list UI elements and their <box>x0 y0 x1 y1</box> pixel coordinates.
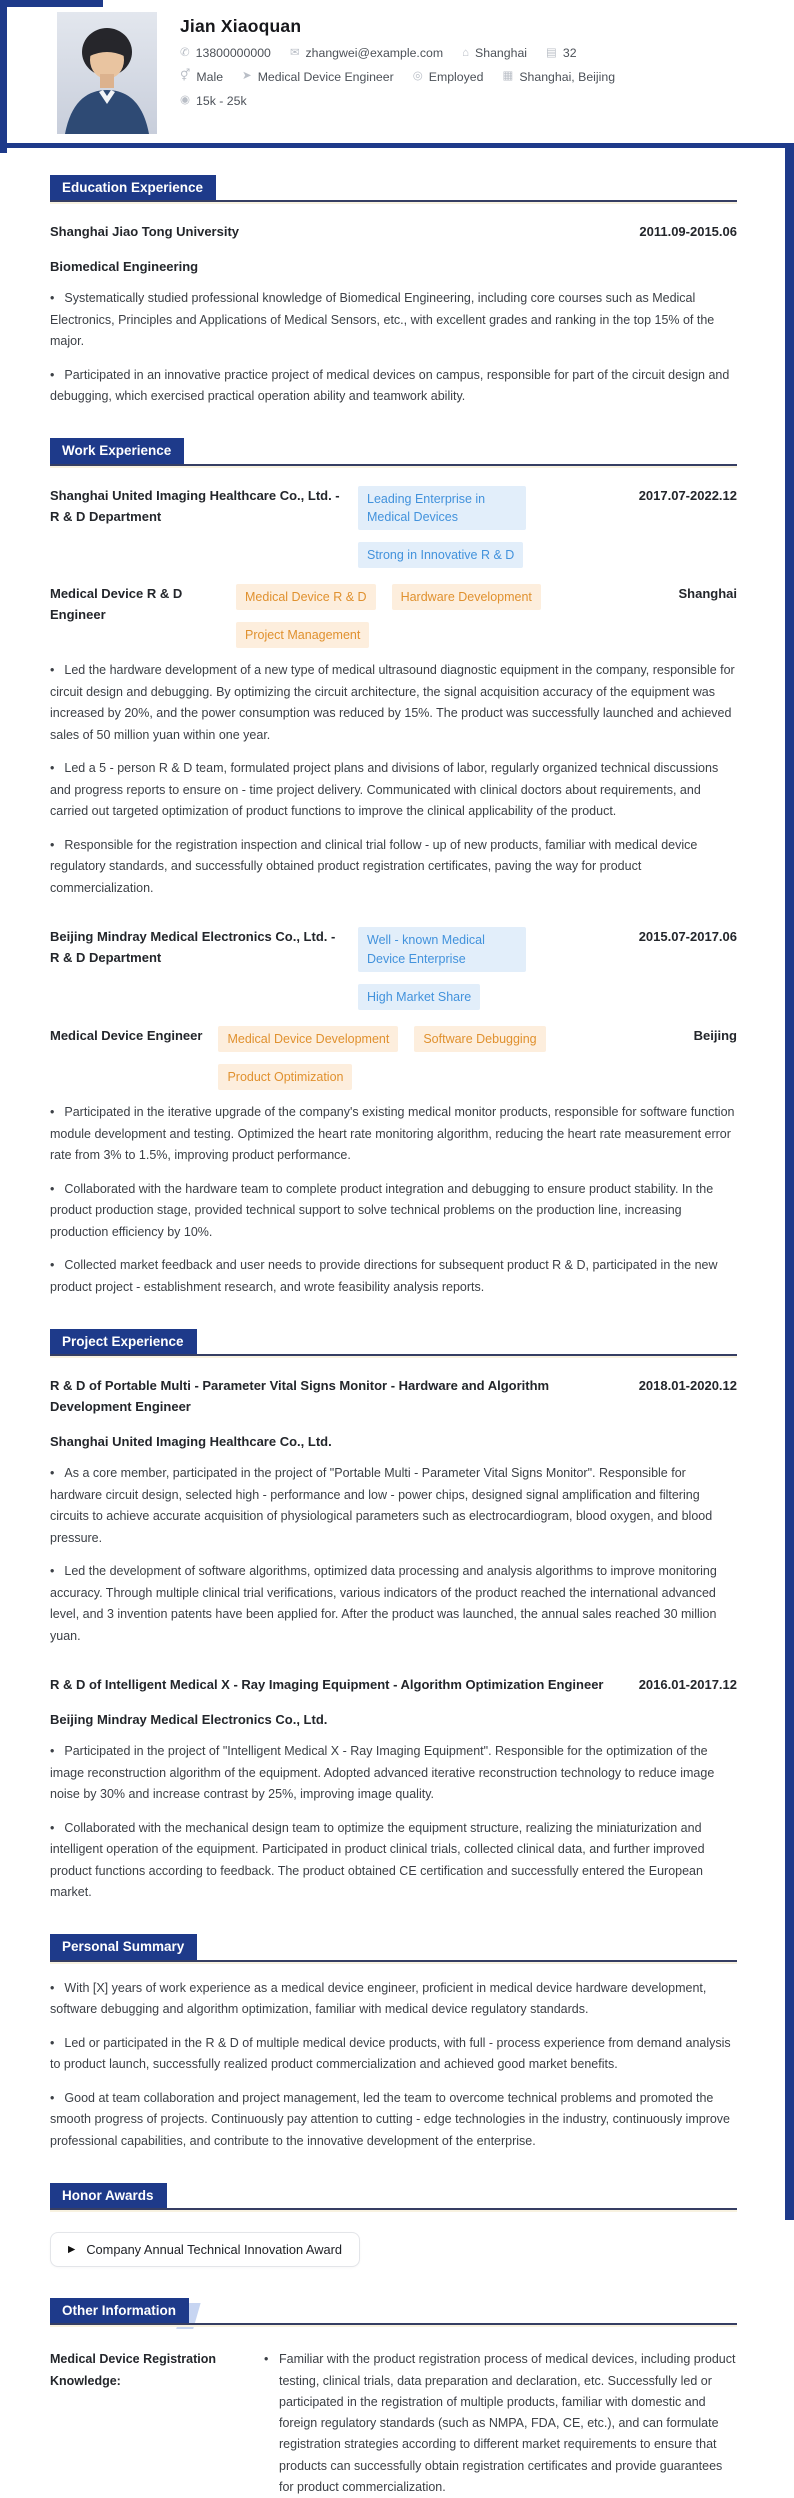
section-honors <box>50 2182 737 2267</box>
info-entry <box>50 2349 737 2498</box>
bullet-item <box>263 2349 737 2498</box>
section-badge <box>50 2183 167 2209</box>
skill-tag: Product Optimization <box>218 1064 352 1090</box>
section-content <box>50 1964 737 2153</box>
bullet-item <box>50 1978 737 2021</box>
contact-value: Shanghai, Beijing <box>519 69 616 84</box>
frame-left-decoration <box>0 0 7 153</box>
bullet-text: Collaborated with the hardware team to complete product integration and debugging to ensure product stability. In the product production stage, provided technical support to solve technical problems on the production line, increasing production efficiency by 10%. <box>50 1181 714 1239</box>
bullet-text: Participated in the project of "Intelligent Medical X - Ray Imaging Equipment". Responsible for the optimization of the image reconstruction algorithm of the equipment. Adopted advanced iterative reconstruction technology to reduce image noise by 30% and increase contrast by 25%, improving image quality. <box>50 1744 715 1802</box>
section-header <box>50 2182 737 2210</box>
bullet-item <box>50 1741 737 1806</box>
bullet-dot-icon: • <box>50 2035 55 2050</box>
profile-photo <box>57 12 157 134</box>
award-label: Company Annual Technical Innovation Award <box>86 2242 342 2258</box>
contact-value: 15k - 25k <box>196 93 247 108</box>
section-badge <box>50 438 184 464</box>
bullet-text: Familiar with the product registration process of medical devices, including product testing, clinical trials, data preparation and declaration, etc. Successfully led or participated in the registration of multiple products, familiar with domestic and foreign regulatory standards (such as NMPA, FDA, CE, etc.), and can formulate registration strategies according to different market requirements to ensure that products can successfully obtain registration certificates and provide guarantees for product commercialization. <box>279 2352 736 2494</box>
company-name: Shanghai United Imaging Healthcare Co., Ltd. - R & D Department <box>50 487 340 524</box>
section-title: Honor Awards <box>62 2187 154 2203</box>
bullet-item <box>50 288 737 353</box>
section-content <box>50 2327 737 2498</box>
contact-value: zhangwei@example.com <box>305 46 444 60</box>
triangle-icon: ▶ <box>68 2244 76 2256</box>
job-icon: ➤ <box>242 70 252 83</box>
contact-value: 13800000000 <box>195 46 271 60</box>
bullet-text: Participated in an innovative practice project of medical devices on campus, responsible for part of the circuit design and debugging, which exercised practical operation ability and teamwork ability. <box>50 367 730 404</box>
item-title: R & D of Intelligent Medical X - Ray Imaging Equipment - Algorithm Optimization Engineer <box>50 1677 604 1693</box>
bullet-item <box>50 1102 737 1167</box>
section-education <box>50 174 737 408</box>
bullet-text: As a core member, participated in the project of "Portable Multi - Parameter Vital Signs Monitor". Responsible for hardware circuit design, selected high - performance and low - power chips, designed signal amplification and filtering circuits to achieve accurate acquisition of physiological parameters such as electrocardiogram, blood oxygen, and blood pressure. <box>50 1466 713 1545</box>
company-tag: Well - known Medical Device Enterprise <box>358 927 526 971</box>
section-other <box>50 2297 737 2498</box>
info-label: Medical Device Registration Knowledge: <box>50 2352 217 2388</box>
skill-tag: Software Debugging <box>414 1026 545 1052</box>
section-header <box>50 438 737 466</box>
gender-icon: ⚥ <box>180 70 191 83</box>
bullet-text: Led or participated in the R & D of multiple medical device products, with full - process experience from demand analysis to product launch, successfully realized product commercialization and achieved good market benefits. <box>50 2035 731 2072</box>
company-tag: Leading Enterprise in Medical Devices <box>358 486 526 530</box>
section-badge <box>50 1329 197 1355</box>
bullet-item <box>50 1463 737 1549</box>
contact-row <box>180 46 615 61</box>
contact-value: Medical Device Engineer <box>257 69 394 84</box>
item-subtitle: Biomedical Engineering <box>50 258 199 274</box>
section-project <box>50 1328 737 1904</box>
timeline-item <box>50 1376 737 1647</box>
item-date: 2016.01-2017.12 <box>638 1677 737 1693</box>
skill-tag: Hardware Development <box>392 584 541 610</box>
bullet-dot-icon: • <box>50 1744 55 1759</box>
section-title: Education Experience <box>62 179 204 195</box>
role-title: Medical Device Engineer <box>50 1027 203 1043</box>
section-header <box>50 1934 737 1962</box>
bullet-dot-icon: • <box>50 663 55 678</box>
bullet-dot-icon: • <box>50 1105 55 1120</box>
bullet-dot-icon: • <box>50 1181 55 1196</box>
item-location: Shanghai <box>678 586 737 602</box>
contact-item <box>242 70 394 85</box>
skill-tag: Medical Device R & D <box>236 584 376 610</box>
section-content <box>50 468 737 1298</box>
contact-item <box>180 94 247 109</box>
bullet-dot-icon: • <box>50 761 55 776</box>
item-date: 2018.01-2020.12 <box>638 1378 737 1394</box>
item-date: 2011.09-2015.06 <box>639 224 737 239</box>
contact-row <box>180 70 615 85</box>
item-date: 2015.07-2017.06 <box>638 929 737 945</box>
award-item[interactable] <box>50 2232 360 2267</box>
section-work <box>50 438 737 1298</box>
contact-item <box>462 46 527 61</box>
bullet-item <box>50 365 737 408</box>
section-badge <box>50 2298 189 2324</box>
contact-row <box>180 94 615 109</box>
frame-right-decoration <box>785 148 794 2220</box>
contact-value: Employed <box>428 69 484 84</box>
bullet-item <box>50 758 737 823</box>
section-content <box>50 2212 737 2267</box>
section-title: Other Information <box>62 2302 176 2318</box>
bullet-item <box>50 835 737 900</box>
company-name: Beijing Mindray Medical Electronics Co., Ltd. - R & D Department <box>50 929 336 966</box>
info-content <box>263 2349 737 2498</box>
role-row <box>50 1026 737 1090</box>
bullet-dot-icon: • <box>50 1980 55 1995</box>
item-date: 2017.07-2022.12 <box>638 487 737 503</box>
contact-info <box>180 46 615 108</box>
section-header <box>50 1328 737 1356</box>
item-header-row <box>50 222 737 243</box>
contact-value: Shanghai <box>475 46 528 60</box>
section-content <box>50 1358 737 1904</box>
item-header-row <box>50 1675 737 1696</box>
bullet-item <box>50 660 737 746</box>
role-tags <box>218 1026 667 1090</box>
section-content <box>50 204 737 408</box>
skill-tag: Project Management <box>236 622 369 648</box>
item-header-row <box>50 1376 737 1418</box>
section-title: Project Experience <box>62 1333 184 1349</box>
section-summary <box>50 1934 737 2153</box>
bullet-text: Led a 5 - person R & D team, formulated project plans and divisions of labor, regularly organized technical discussions and progress reports to ensure on - time project delivery. Communicated with clinical doctors about requirements, and carried out targeted optimization of product functions to improve the clinical applicability of the product. <box>50 761 719 819</box>
profile-photo-image <box>57 12 157 134</box>
bullet-dot-icon: • <box>50 367 55 382</box>
candidate-name: Jian Xiaoquan <box>180 16 302 36</box>
award-list <box>50 2232 737 2267</box>
company-row <box>50 486 737 568</box>
bullet-text: Led the hardware development of a new type of medical ultrasound diagnostic equipment in the company, responsible for circuit design and debugging. By optimizing the circuit architecture, the signal acquisition accuracy of the equipment was increased by 20%, and the power consumption was reduced by 15%. The product was successfully launched and achieved sales of 50 million yuan within one year. <box>50 663 735 742</box>
bullet-item <box>50 2033 737 2076</box>
bullet-item <box>50 1255 737 1298</box>
company-tag: High Market Share <box>358 984 480 1010</box>
bullet-text: Responsible for the registration inspection and clinical trial follow - up of new products, familiar with medical device regulatory standards, and successfully obtained product registration certificates, paving the way for product commercialization. <box>50 837 698 895</box>
bullet-dot-icon: • <box>50 1466 55 1481</box>
bullet-dot-icon: • <box>50 2090 55 2105</box>
skill-tag: Medical Device Development <box>218 1026 398 1052</box>
contact-item <box>546 46 577 61</box>
company-tags <box>358 486 613 568</box>
timeline-item <box>50 222 737 408</box>
item-title: Shanghai Jiao Tong University <box>50 224 240 239</box>
bullet-text: Collected market feedback and user needs to provide directions for subsequent product R & D, participated in the new product project - establishment research, and wrote feasibility analysis reports. <box>50 1258 718 1294</box>
work-item <box>50 486 737 900</box>
bullet-dot-icon: • <box>50 291 55 306</box>
timeline-item <box>50 1675 737 1904</box>
contact-value: Male <box>196 69 224 84</box>
item-title: R & D of Portable Multi - Parameter Vital Signs Monitor - Hardware and Algorithm Development Engineer <box>50 1378 550 1414</box>
bullet-text: Participated in the iterative upgrade of the company's existing medical monitor products, responsible for software function module development and testing. Optimized the heart rate monitoring algorithm, reducing the heart rate measurement error rate from 3% to 1.5%, improving product performance. <box>50 1105 735 1163</box>
bullet-dot-icon: • <box>264 2352 269 2367</box>
city-icon: ▦ <box>502 70 514 83</box>
company-row <box>50 927 737 1009</box>
section-title: Work Experience <box>62 443 172 459</box>
section-title: Personal Summary <box>62 1939 185 1955</box>
status-icon: ◎ <box>412 70 423 83</box>
bullet-item <box>50 1561 737 1647</box>
email-icon: ✉ <box>289 46 300 59</box>
bullet-text: Good at team collaboration and project management, led the team to overcome technical problems and promoted the smooth progress of projects. Continuously pay attention to cutting - edge technologies in the industry, continuously improve professional capabilities, and contribute to the innovative development of the enterprise. <box>50 2090 731 2148</box>
bullet-item <box>50 1179 737 1244</box>
work-item <box>50 927 737 1298</box>
bullet-text: Collaborated with the mechanical design team to optimize the equipment structure, realizing the miniaturization and intelligent operation of the equipment. Participated in product clinical trials, collected clinical data, and further improved product functions according to feedback. The product obtained CE certification and successfully entered the European market. <box>50 1820 705 1900</box>
bullet-item <box>50 1818 737 1904</box>
age-icon: ▤ <box>546 46 557 59</box>
bullet-dot-icon: • <box>50 1258 55 1273</box>
section-header <box>50 174 737 202</box>
contact-value: 32 <box>562 46 577 60</box>
section-header <box>50 2297 737 2325</box>
bullet-text: Led the development of software algorithms, optimized data processing and analysis algorithms to improve monitoring accuracy. Through multiple clinical trial verifications, various indicators of the product reached the international advanced level, and 3 invention patents have been applied for. After the product was launched, the annual sales reached 30 million yuan. <box>50 1564 717 1643</box>
bullet-item <box>50 2088 737 2153</box>
company-tag: Strong in Innovative R & D <box>358 542 523 568</box>
resume-body <box>0 148 794 2498</box>
bullet-dot-icon: • <box>50 837 55 852</box>
bullet-dot-icon: • <box>50 1564 55 1579</box>
bullet-dot-icon: • <box>50 1820 55 1835</box>
resume-header <box>0 0 794 148</box>
item-subtitle: Beijing Mindray Medical Electronics Co., Ltd. <box>50 1711 328 1727</box>
bullet-text: Systematically studied professional knowledge of Biomedical Engineering, including core courses such as Medical Electronics, Principles and Applications of Medical Sensors, etc., with excellent grades and ranking in the top 15% of the major. <box>50 291 715 349</box>
phone-icon: ✆ <box>180 46 190 59</box>
frame-top-decoration <box>0 0 103 7</box>
section-badge <box>50 1934 197 1960</box>
contact-item <box>413 70 484 85</box>
contact-item <box>502 70 615 85</box>
section-badge <box>50 175 216 201</box>
contact-item <box>180 70 223 85</box>
role-title: Medical Device R & D Engineer <box>50 586 183 622</box>
header-info <box>180 12 615 108</box>
salary-icon: ◉ <box>180 94 191 107</box>
item-location: Beijing <box>693 1027 737 1043</box>
role-row <box>50 584 737 648</box>
contact-item <box>290 46 443 61</box>
company-tags <box>358 927 613 1009</box>
item-subtitle: Shanghai United Imaging Healthcare Co., Ltd. <box>50 1433 332 1449</box>
role-tags <box>236 584 652 648</box>
location-icon: ⌂ <box>462 46 470 59</box>
bullet-text: With [X] years of work experience as a medical device engineer, proficient in medical device hardware development, software debugging and algorithm optimization, familiar with medical device regulatory standards. <box>50 1980 707 2017</box>
contact-item <box>180 46 271 61</box>
